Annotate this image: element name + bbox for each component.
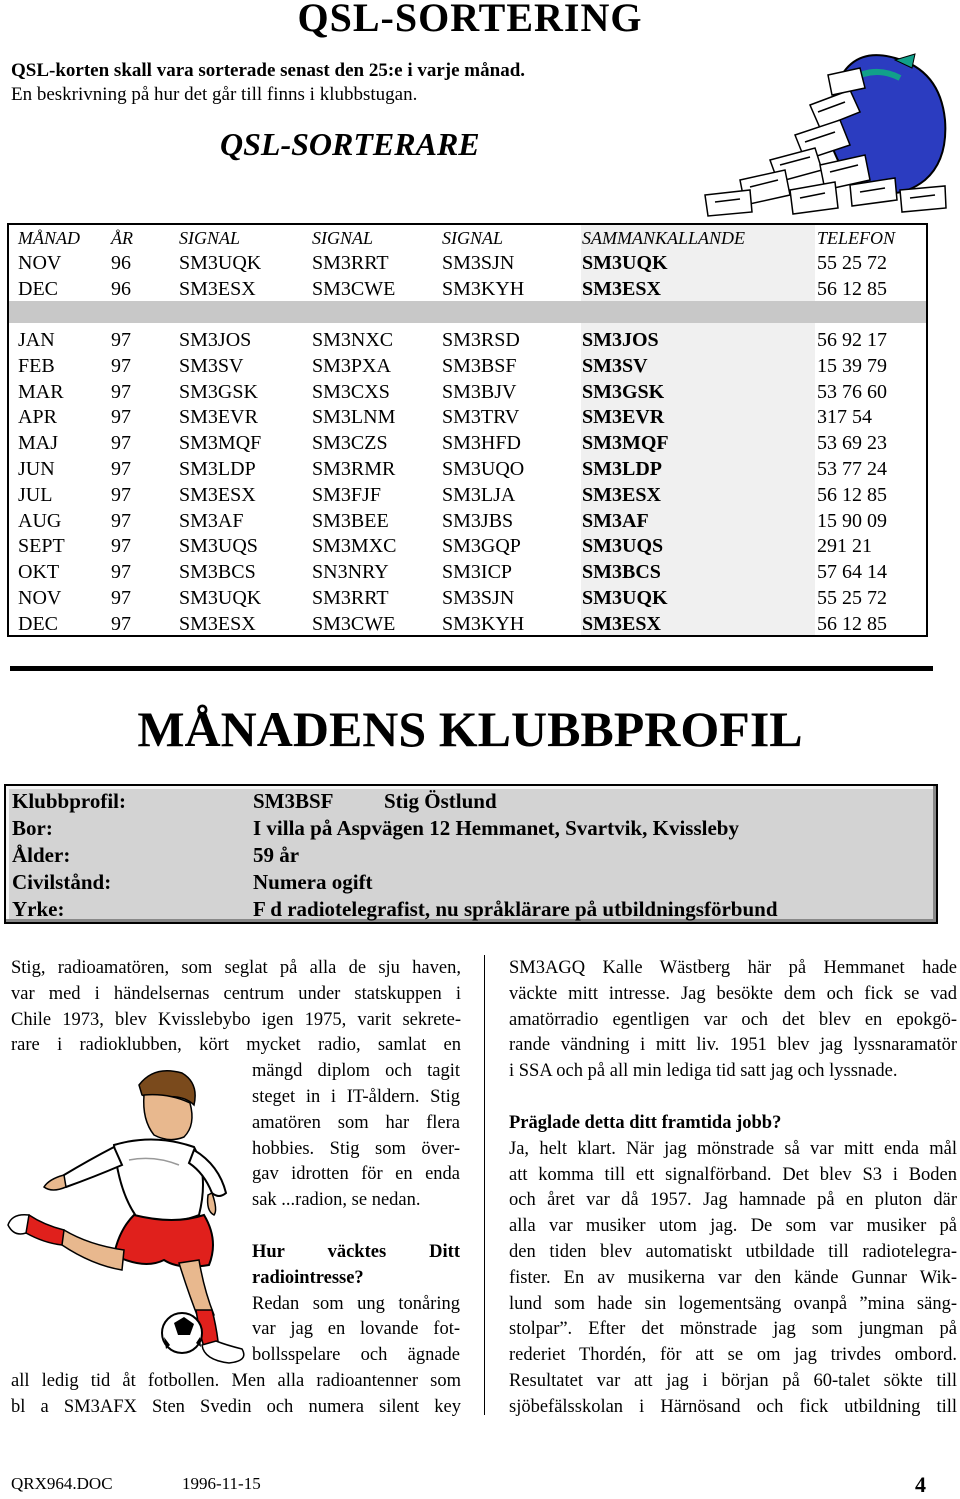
phone-cell: 56 92 17 [817, 329, 887, 351]
article-line: Ja, helt klart. När jag mönstrade så var mitt enda mål [509, 1138, 957, 1159]
article-line: var jag en lovande fot- [252, 1319, 460, 1340]
article-line: och året var då 1957. Jag hamnade på en pluton där [509, 1190, 957, 1211]
article-line: lund som hade sin logementsäng ovanpå ”mina säng- [509, 1293, 957, 1314]
month-cell: DEC [18, 612, 58, 635]
month-cell: JUL [18, 483, 53, 506]
profile-value: Numera ogift [253, 870, 373, 894]
month-cell: JAN [18, 329, 55, 351]
year-cell: 97 [111, 535, 131, 558]
section-divider [10, 666, 933, 671]
footballer-illustration [4, 1065, 254, 1370]
interview-question: Hur väcktes Ditt [252, 1241, 460, 1262]
article-line: Redan som ung tonåring [252, 1293, 460, 1314]
article-line: att komma till ett signalförband. Det blev S3 i Boden [509, 1164, 957, 1185]
column-header: MÅNAD [18, 228, 80, 248]
year-cell: 97 [111, 432, 131, 455]
month-cell: APR [18, 406, 57, 429]
article-line: rederiet Thordén, för att se om jag trivdes ombord. [509, 1345, 957, 1366]
year-cell: 97 [111, 458, 131, 480]
article-line: i SSA och på all min lediga tid satt jag och lyssnade. [509, 1061, 898, 1082]
month-cell: AUG [18, 509, 62, 532]
signal-cell: SM3LDP [179, 458, 256, 480]
signal-cell: SM3KYH [442, 278, 525, 300]
signal-cell: SM3LJA [442, 483, 516, 506]
year-cell: 97 [111, 483, 131, 506]
signal-cell: SM3RMR [312, 458, 396, 480]
signal-cell: SM3GSK [179, 380, 258, 403]
convener-cell: SM3UQK [582, 252, 668, 274]
signal-cell: SM3UQK [179, 587, 262, 609]
year-cell: 97 [111, 354, 131, 377]
month-cell: OKT [18, 561, 60, 584]
signal-cell: SM3SV [179, 354, 244, 377]
signal-cell: SM3RRT [312, 587, 389, 609]
intro-line-1: QSL-korten skall vara sorterade senast den 25:e i varje månad. [11, 60, 526, 81]
interview-question: Präglade detta ditt framtida jobb? [509, 1112, 782, 1133]
signal-cell: SM3ESX [179, 612, 256, 635]
convener-cell: SM3UQS [582, 535, 664, 558]
signal-cell: SM3PXA [312, 354, 391, 377]
phone-cell: 53 77 24 [817, 458, 887, 480]
table-row [9, 432, 926, 458]
convener-cell: SM3ESX [582, 612, 661, 635]
article-line: alla var musiker utom jag. De som var musiker på [509, 1216, 957, 1237]
convener-cell: SM3ESX [582, 483, 661, 506]
article-line: amatörradio egentligen var och det blev en epokgö- [509, 1009, 957, 1030]
phone-cell: 56 12 85 [817, 278, 887, 300]
column-header: SAMMANKALLANDE [582, 228, 746, 248]
month-cell: SEPT [18, 535, 65, 558]
phone-cell: 15 90 09 [817, 509, 887, 532]
month-cell: JUN [18, 458, 55, 480]
column-header: SIGNAL [442, 228, 504, 248]
year-separator [9, 301, 926, 323]
signal-cell: SM3BEE [312, 509, 389, 532]
signal-cell: SM3EVR [179, 406, 258, 429]
article-line: all ledig tid åt fotbollen. Men alla radioantenner som [11, 1370, 461, 1391]
convener-cell: SM3BCS [582, 561, 661, 584]
phone-cell: 57 64 14 [817, 561, 887, 584]
table-row [9, 329, 926, 355]
year-cell: 97 [111, 587, 131, 609]
signal-cell: SM3CZS [312, 432, 388, 455]
signal-cell: SM3LNM [312, 406, 396, 429]
signal-cell: SM3RSD [442, 329, 520, 351]
article-line: Stig, radioamatören, som seglat på alla de sju haven, [11, 958, 461, 978]
profile-value: I villa på Aspvägen 12 Hemmanet, Svartvik, Kvissleby [253, 816, 739, 840]
signal-cell: SM3UQS [179, 535, 258, 558]
convener-cell: SM3MQF [582, 432, 669, 455]
signal-cell: SM3SJN [442, 587, 515, 609]
table-row [9, 252, 926, 278]
convener-cell: SM3JOS [582, 329, 659, 351]
profile-value: 59 år [253, 843, 300, 867]
sorter-schedule-table [7, 223, 928, 637]
table-header-row [9, 225, 926, 251]
signal-cell: SM3ESX [179, 278, 256, 300]
signal-cell: SM3BJV [442, 380, 517, 403]
footer-filename: QRX964.DOC [11, 1474, 113, 1493]
sorter-heading: QSL-SORTERARE [220, 126, 480, 162]
column-header: ÅR [111, 228, 133, 248]
signal-cell: SM3ICP [442, 561, 513, 584]
signal-cell: SM3AF [179, 509, 244, 532]
signal-cell: SN3NRY [312, 561, 389, 584]
convener-cell: SM3GSK [582, 380, 665, 403]
signal-cell: SM3MQF [179, 432, 262, 455]
signal-cell: SM3UQO [442, 458, 525, 480]
year-cell: 96 [111, 278, 131, 300]
table-row [9, 613, 926, 639]
article-line: var med i händelsernas centrum under statskuppen i [11, 983, 461, 1004]
article-line: bollsspelare och ägnade [252, 1345, 460, 1366]
column-divider [484, 955, 485, 1415]
article-right-column [509, 956, 957, 1421]
profile-label: Ålder: [12, 843, 71, 867]
table-row [9, 355, 926, 381]
signal-cell: SM3HFD [442, 432, 521, 455]
interview-question: radiointresse? [252, 1267, 364, 1288]
signal-cell: SM3SJN [442, 252, 515, 274]
page-title: QSL-SORTERING [297, 0, 643, 40]
month-cell: MAJ [18, 432, 59, 455]
table-row [9, 278, 926, 304]
profile-value: F d radiotelegrafist, nu språklärare på utbildningsförbund [253, 897, 778, 921]
article-line: den tiden blev automatiskt utbildade till radiotelegra- [509, 1241, 957, 1262]
article-line: steget in i IT-åldern. Stig [252, 1086, 460, 1107]
article-line: rare i radioklubben, kört mycket radio, samlat en [11, 1035, 461, 1056]
profile-name: Stig Östlund [384, 789, 497, 813]
article-line: Chile 1973, blev Kvisslebybo igen 1975, varit sekrete- [11, 1009, 461, 1030]
article-line: SM3AGQ Kalle Wästberg här på Hemmanet hade [509, 958, 957, 978]
phone-cell: 15 39 79 [817, 354, 887, 377]
signal-cell: SM3CWE [312, 612, 396, 635]
signal-cell: SM3RRT [312, 252, 389, 274]
profile-label: Klubbprofil: [12, 789, 126, 813]
page-number: 4 [915, 1472, 926, 1497]
phone-cell: 291 21 [817, 535, 872, 558]
table-row [9, 458, 926, 484]
signal-cell: SM3BSF [442, 354, 517, 377]
phone-cell: 56 12 85 [817, 612, 887, 635]
convener-cell: SM3EVR [582, 406, 665, 429]
table-row [9, 484, 926, 510]
month-cell: DEC [18, 278, 58, 300]
article-line: gav idrotten för en enda [252, 1164, 460, 1185]
article-line: sak ...radion, se nedan. [252, 1190, 421, 1211]
article-line: väckte mitt intresse. Jag besökte dem och fick se vad [509, 983, 957, 1004]
month-cell: FEB [18, 354, 55, 377]
profile-box [4, 784, 938, 924]
column-header: TELEFON [817, 228, 896, 248]
table-row [9, 587, 926, 613]
phone-cell: 56 12 85 [817, 483, 887, 506]
year-cell: 97 [111, 561, 131, 584]
convener-cell: SM3LDP [582, 458, 662, 480]
signal-cell: SM3TRV [442, 406, 520, 429]
profile-label: Civilstånd: [12, 870, 112, 894]
phone-cell: 53 76 60 [817, 380, 887, 403]
signal-cell: SM3JOS [179, 329, 252, 351]
article-line: rande vändning i mitt liv. 1951 blev jag lyssnaramatör [509, 1035, 957, 1056]
article-line: bl a SM3AFX Sten Svedin och numera silent key [11, 1396, 461, 1417]
article-line: hobbies. Stig som över- [252, 1138, 460, 1159]
year-cell: 97 [111, 380, 131, 403]
signal-cell: SM3JBS [442, 509, 514, 532]
table-row [9, 510, 926, 536]
signal-cell: SM3CWE [312, 278, 396, 300]
phone-cell: 55 25 72 [817, 587, 887, 609]
phone-cell: 55 25 72 [817, 252, 887, 274]
signal-cell: SM3NXC [312, 329, 394, 351]
column-header: SIGNAL [179, 228, 241, 248]
signal-cell: SM3FJF [312, 483, 381, 506]
year-cell: 97 [111, 509, 131, 532]
article-line: mängd diplom och tagit [252, 1061, 460, 1082]
article-line: sjöbefälsskolan i Härnösand och fick utbildning till [509, 1396, 957, 1417]
month-cell: MAR [18, 380, 64, 403]
signal-cell: SM3CXS [312, 380, 390, 403]
article-line: stolpar”. Efter det mönstrade jag som jungman på [509, 1319, 957, 1340]
article-line: fister. En av musikerna var den kände Gunnar Wik- [509, 1267, 957, 1288]
year-cell: 96 [111, 252, 131, 274]
convener-cell: SM3AF [582, 509, 649, 532]
year-cell: 97 [111, 612, 131, 635]
article-line: amatören som har flera [252, 1112, 460, 1133]
profile-label: Yrke: [12, 897, 65, 921]
table-row [9, 561, 926, 587]
signal-cell: SM3BCS [179, 561, 256, 584]
table-row [9, 406, 926, 432]
profile-value: SM3BSF [253, 789, 334, 813]
article-line: Resultatet var att jag i början på 60-talet sökte till [509, 1370, 957, 1391]
month-cell: NOV [18, 252, 62, 274]
year-cell: 97 [111, 329, 131, 351]
profile-heading: MÅNADENS KLUBBPROFIL [137, 701, 803, 757]
convener-cell: SM3ESX [582, 278, 661, 300]
phone-cell: 53 69 23 [817, 432, 887, 455]
table-row [9, 535, 926, 561]
convener-cell: SM3SV [582, 354, 648, 377]
column-header: SIGNAL [312, 228, 374, 248]
phone-cell: 317 54 [817, 406, 872, 429]
table-row [9, 381, 926, 407]
signal-cell: SM3UQK [179, 252, 262, 274]
footer-date: 1996-11-15 [182, 1474, 261, 1493]
signal-cell: SM3GQP [442, 535, 521, 558]
intro-line-2: En beskrivning på hur det går till finns i klubbstugan. [11, 84, 418, 105]
convener-cell: SM3UQK [582, 587, 668, 609]
year-cell: 97 [111, 406, 131, 429]
signal-cell: SM3ESX [179, 483, 256, 506]
profile-label: Bor: [12, 816, 53, 840]
signal-cell: SM3KYH [442, 612, 525, 635]
signal-cell: SM3MXC [312, 535, 397, 558]
qsl-pile-illustration [700, 50, 950, 220]
month-cell: NOV [18, 587, 62, 609]
